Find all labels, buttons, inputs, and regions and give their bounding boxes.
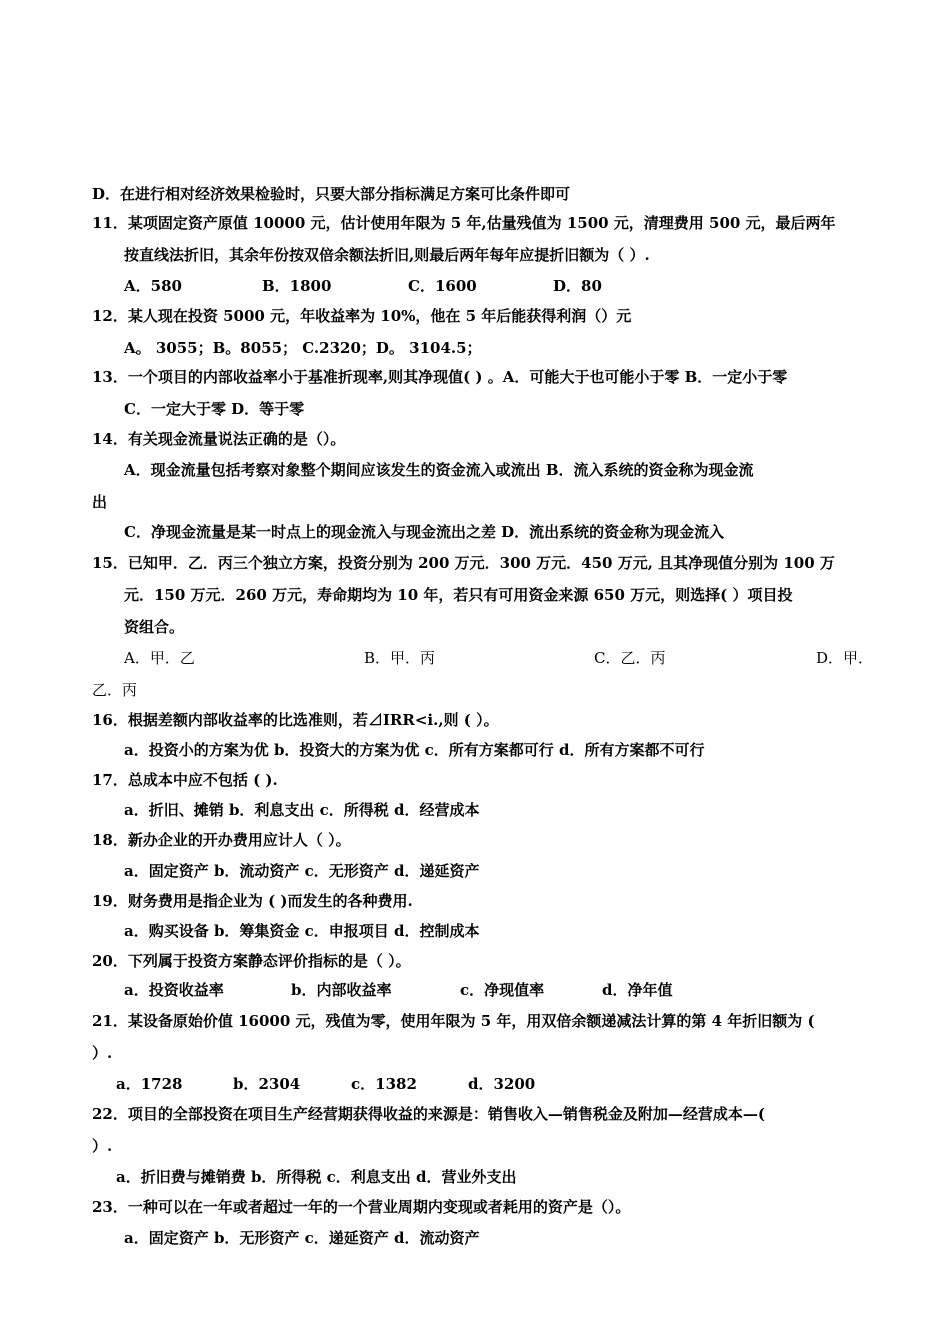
q15-option-d: D．甲． — [816, 649, 874, 667]
question-16: 16．根据差额内部收益率的比选准则，若⊿IRR<i.,则 ( ）。 — [92, 711, 499, 729]
question-14: 14．有关现金流量说法正确的是（）。 — [92, 430, 346, 448]
question-23: 23．一种可以在一年或者超过一年的一个营业周期内变现或者耗用的资产是（）。 — [92, 1198, 631, 1216]
question-21-wrap: ）. — [92, 1044, 113, 1062]
q15-option-d-wrap: 乙．丙 — [92, 681, 138, 699]
q15-option-b: B．甲．丙 — [364, 649, 436, 667]
q11-option-c: C．1600 — [408, 277, 477, 295]
q21-option-b: b．2304 — [233, 1075, 301, 1093]
q15-option-c: C．乙．丙 — [594, 649, 666, 667]
q21-option-a: a．1728 — [116, 1075, 183, 1093]
q11-option-a: A．580 — [124, 277, 182, 295]
q20-option-a: a．投资收益率 — [124, 981, 224, 999]
q11-option-b: B．1800 — [262, 277, 332, 295]
option-d-line: D．在进行相对经济效果检验时，只要大部分指标满足方案可比条件即可 — [92, 185, 571, 203]
q17-options: a．折旧、摊销 b．利息支出 c．所得税 d．经营成本 — [124, 801, 480, 819]
question-18: 18．新办企业的开办费用应计人（ ）。 — [92, 831, 351, 849]
question-15: 15．已知甲．乙．丙三个独立方案，投资分别为 200 万元．300 万元．450 万元, 且其净现值分别为 100 万 — [92, 554, 835, 572]
question-11-cont: 按直线法折旧，其余年份按双倍余额法折旧,则最后两年每年应提折旧额为（ ）. — [124, 246, 650, 264]
q21-option-d: d．3200 — [468, 1075, 536, 1093]
question-22-wrap: ）. — [92, 1137, 113, 1155]
q15-option-a: A．甲．乙 — [124, 649, 195, 667]
question-17: 17．总成本中应不包括 ( ). — [92, 771, 278, 789]
q20-option-c: c．净现值率 — [460, 981, 545, 999]
question-21: 21．某设备原始价值 16000 元，残值为零，使用年限为 5 年，用双倍余额递减法计算的第 4 年折旧额为 ( — [92, 1012, 815, 1030]
question-20: 20．下列属于投资方案静态评价指标的是（ ）。 — [92, 952, 411, 970]
q20-option-d: d．净年值 — [602, 981, 673, 999]
question-15-cont: 元．150 万元．260 万元，寿命期均为 10 年，若只有可用资金来源 650 万元，则选择( ）项目投 — [124, 586, 793, 604]
question-22: 22．项目的全部投资在项目生产经营期获得收益的来源是：销售收入—销售税金及附加—经营成本—( — [92, 1105, 765, 1123]
q18-options: a．固定资产 b．流动资产 c．无形资产 d．递延资产 — [124, 862, 480, 880]
question-12: 12．某人现在投资 5000 元，年收益率为 10%，他在 5 年后能获得利润（）元 — [92, 307, 632, 325]
q14-options-cd: C．净现金流量是某一时点上的现金流入与现金流出之差 D．流出系统的资金称为现金流入 — [124, 523, 725, 541]
q12-options: A。 3055；B。8055； C.2320；D。 3104.5； — [124, 339, 482, 357]
q14-options-ab: A．现金流量包括考察对象整个期间应该发生的资金流入或流出 B．流入系统的资金称为现金流 — [124, 461, 754, 479]
q16-options: a．投资小的方案为优 b．投资大的方案为优 c．所有方案都可行 d．所有方案都不可行 — [124, 741, 705, 759]
question-11: 11．某项固定资产原值 10000 元，估计使用年限为 5 年,估量残值为 1500 元，清理费用 500 元，最后两年 — [92, 214, 836, 232]
q20-option-b: b．内部收益率 — [291, 981, 392, 999]
q19-options: a．购买设备 b．筹集资金 c．申报项目 d．控制成本 — [124, 922, 480, 940]
question-13: 13．一个项目的内部收益率小于基准折现率,则其净现值( ) 。A．可能大于也可能小于零 B．一定小于零 — [92, 368, 788, 386]
q13-options: C．一定大于零 D．等于零 — [124, 400, 305, 418]
question-15-cont2: 资组合。 — [124, 618, 185, 636]
q14-options-ab-wrap: 出 — [92, 493, 108, 511]
q22-options: a．折旧费与摊销费 b．所得税 c．利息支出 d．营业外支出 — [116, 1168, 517, 1186]
q23-options: a．固定资产 b．无形资产 c．递延资产 d．流动资产 — [124, 1229, 480, 1247]
q11-option-d: D．80 — [553, 277, 602, 295]
question-19: 19．财务费用是指企业为 ( )而发生的各种费用. — [92, 892, 413, 910]
q21-option-c: c．1382 — [351, 1075, 417, 1093]
